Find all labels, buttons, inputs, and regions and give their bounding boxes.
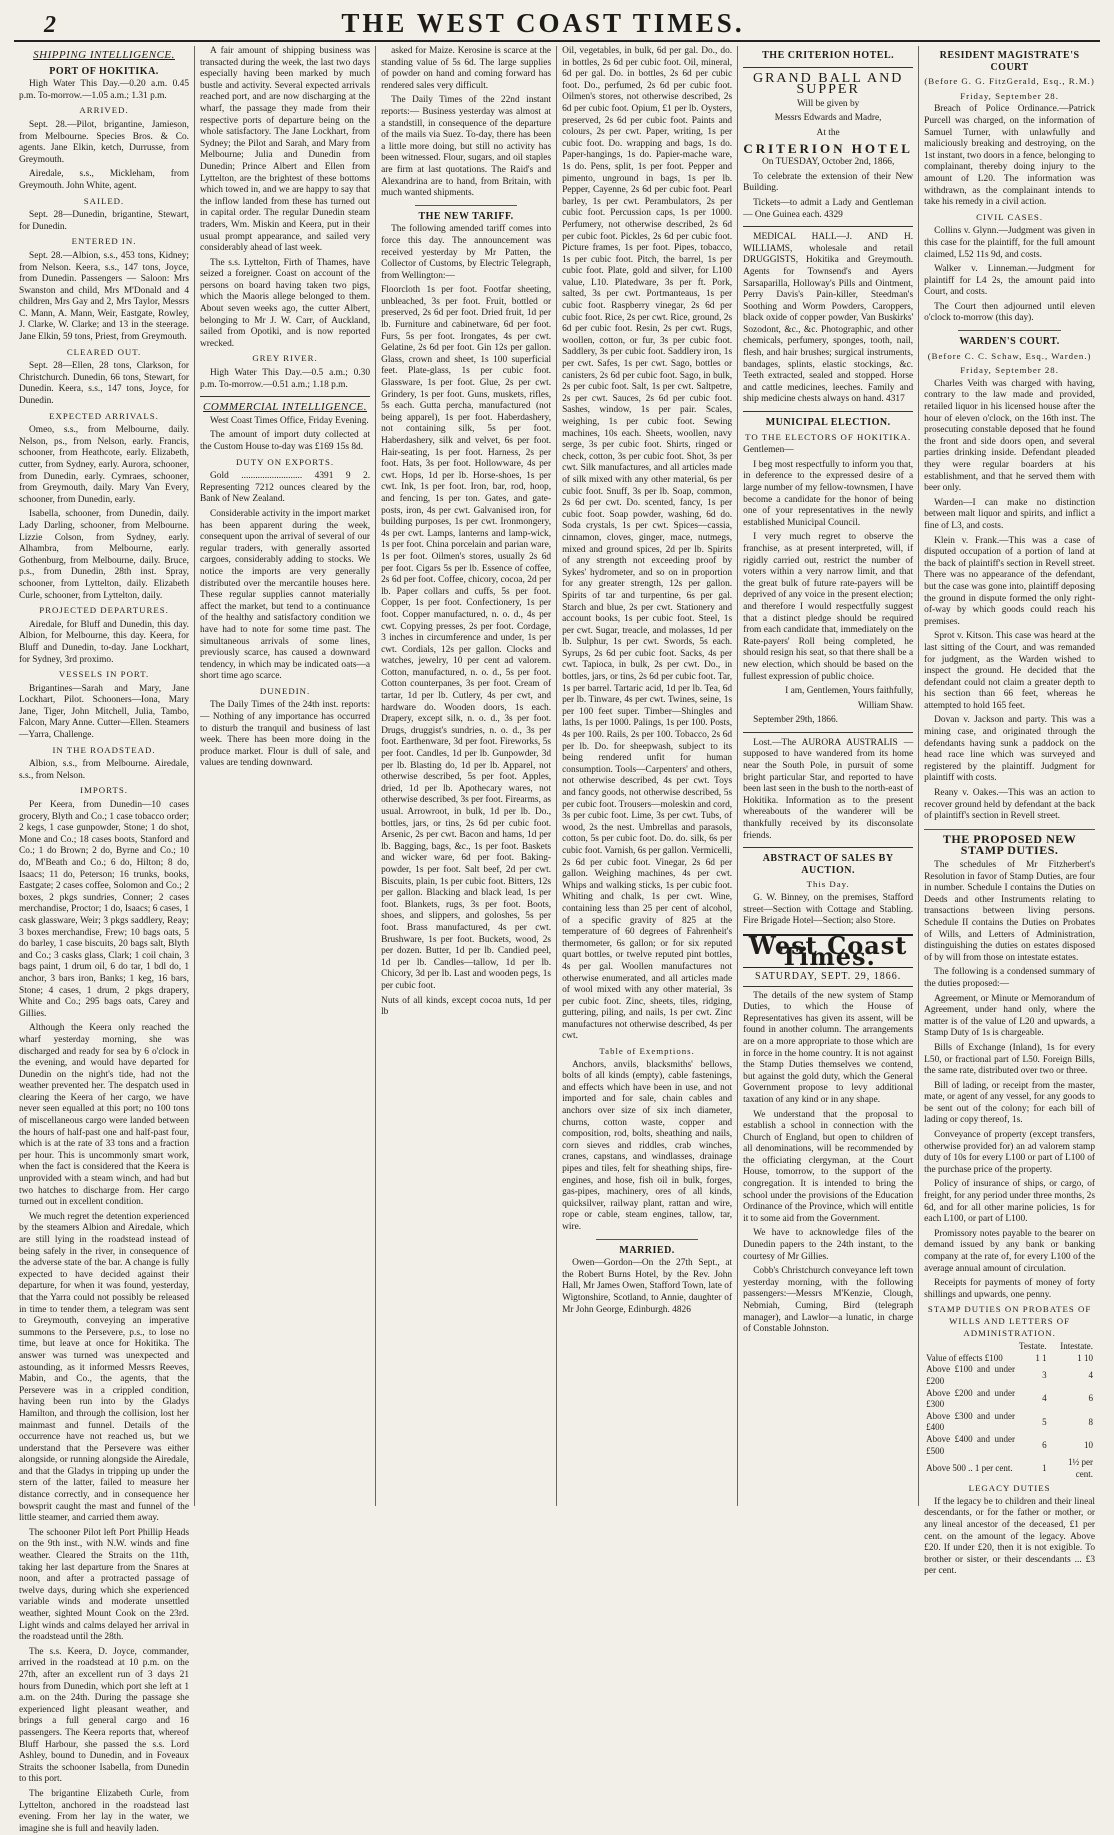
municipal-to: TO THE ELECTORS OF HOKITIKA.	[745, 431, 912, 442]
column-commercial	[195, 46, 376, 1506]
stamp-table-cell: Above £100 and under £200	[926, 1364, 1015, 1386]
page-number: 2	[44, 12, 56, 38]
ball-ad-given: Will be given by	[796, 98, 860, 109]
stamp-table-header	[924, 1341, 1017, 1353]
stamp-paragraph: The schedules of Mr Fitzherbert's Resolution in favor of Stamp Duties, are four in number. Schedule I contains the Duties on Deeds and other Instruments relating to transactions between living persons. Schedule II contains the Duties on Probates of Wills, and Letters of Administration, distinguishing the duties on estates disposed of by will from those on intestate estates.	[924, 860, 1096, 963]
shipping-summary	[200, 46, 370, 391]
legacy-body: If the legacy be to children and their lineal descendants, or for the father or mother, or any lineal ancestor of the deceased, £1 per cent. on the amount of the legacy. Above £20. If under £20, then it is not exigible. To brother or sister, or their descendants ... £3 per cent.	[924, 1496, 1096, 1577]
stamp-paragraph: The following is a condensed summary of the duties proposed:—	[924, 967, 1096, 989]
municipal-paragraph: I beg most respectfully to inform you that, in deference to the expressed desire of a large number of my fellow-townsmen, I have become a candidate for the honor of being one of your representatives in the newly established Municipal Council.	[743, 459, 914, 528]
stamp-duty-table	[924, 1341, 1095, 1480]
warden-heading: WARDEN'S COURT.	[959, 336, 1060, 348]
stamp-duties-body	[924, 860, 1095, 1301]
court-paragraph: Walker v. Linneman.—Judgment for plaintiff for L4 2s, the amount paid into Court, and costs.	[924, 264, 1096, 298]
exemptions-heading: Table of Exemptions.	[599, 1046, 695, 1057]
warden-paragraph: Warden—I can make no distinction between malt liquor and spirits, and inflict a fine of L3, and costs.	[924, 497, 1096, 531]
municipal-salutation: Gentlemen—	[743, 445, 794, 456]
shipping-paragraph: IN THE ROADSTEAD.	[52, 744, 156, 755]
warden-paragraph: Charles Veith was charged with having, contrary to the law made and provided, retailed liquor in his licensed house after the hour of eleven o'clock, on the 16th inst. The prosecuting constable deposed that he found the front and side doors open, and several parties drinking inside. Defendant pleaded they were regular boarders at his establishment, and that he served them with beer only.	[924, 378, 1096, 494]
court-date: Friday, September 28.	[960, 90, 1059, 101]
newspaper-title: THE WEST COAST TIMES.	[341, 8, 745, 38]
shipping-paragraph: Omeo, s.s., from Melbourne, daily. Nelson, ps., from Nelson, early. Francis, schooner, from Heathcote, early. Elizabeth, cutter, from Sydney, early. Aurora, schooner, from Dunedin, early. Cymraes, schooner, from Greymouth, daily. Mary Van Every, schooner, from Dunedin, early.	[19, 425, 190, 505]
married-notice: Owen—Gordon—On the 27th Sept., at the Robert Burns Hotel, by the Rev. John Hall, Mr James Owen, Stafford Town, late of Wigtonshire, Scotland, to Annie, daughter of Mr John George, Edinburgh. 4826	[562, 1258, 733, 1315]
warden-paragraph: Sprot v. Kitson. This case was heard at the last sitting of the Court, and was remanded for judgment, as the Warden wished to inspect the ground. He decided that the defendant could not claim a greater depth to his section than 66 feet, whereas he attempted to hold 165 feet.	[924, 631, 1096, 711]
stamp-table-cell: 1 10	[1077, 1352, 1094, 1363]
shipping-body	[19, 79, 189, 1835]
commercial-heading: COMMERCIAL INTELLIGENCE.	[203, 401, 368, 414]
shipping-paragraph: Although the Keera only reached the wharf yesterday morning, she was discharged and ready for sea by 6 o'clock in the evening, and would have departed for Dunedin on the night's tide, had not the weather prevented her. The despatch used in clearing the Keera of her cargo, we have never seen equalled at this port; no 100 tons of miscellaneous cargo were landed between the hours of half-past one and half-past four, which is at the rate of 33 tons and a fraction per hour. This is uncommonly smart work, when the fact is considered that the Keera is unprovided with a steam winch, and had but two hatches to discharge from. Her cargo turned out in excellent condition.	[19, 1023, 190, 1208]
editorial-paragraph: We understand that the proposal to establish a school in connection with the Church of England, but open to children of all denominations, will be recommended by the officiating clergyman, at the Court House, tomorrow, to the support of the congregation. It is intended to bring the school under the provisions of the Education Ordinance of the Province, which will entitle it to some aid from the Government.	[743, 1109, 914, 1224]
ball-ad-hosts: Messrs Edwards and Madre,	[774, 113, 882, 124]
lost-notice: Lost.—The AURORA AUSTRALIS —supposed to have wandered from its home near the South Pole, in pursuit of some bright particular Star, and reported to have been last seen in the bush to the north-east of Hokitika. Information as to the present whereabouts of the wanderer will be thankfully received by its disconsolate friends.	[743, 737, 914, 841]
shipping-paragraph: Brigantines—Sarah and Mary, Jane Lockhart, Pilot. Schooners—Iona, Mary Jane, Tiger, John Mitchell, Julia, Tambo, Falcon, Mary Anne. Cutter—Ellen. Steamers—Yarra, Challenge.	[19, 683, 190, 741]
shipping-paragraph: Sept. 28.—Pilot, brigantine, Jamieson, from Melbourne. Species Bros. & Co. agents. Jane Elkin, ketch, Durrusse, from Greymouth.	[19, 119, 190, 165]
market-paragraph: asked for Maize. Kerosine is scarce at the standing value of 5s 6d. The large supplies of powder on hand and coming forward has rendered sales very difficult.	[381, 46, 552, 91]
commercial-paragraph: The amount of import duty collected at the Custom House to-day was £169 15s 8d.	[200, 430, 371, 452]
issue-date: SATURDAY, SEPT. 29, 1866.	[743, 971, 913, 987]
ball-ad-hotel: CRITERION HOTEL	[743, 140, 913, 156]
stamp-table-cell: 3	[1042, 1370, 1047, 1381]
shipping-paragraph: The brigantine Elizabeth Curle, from Lyttelton, anchored in the roadstead last evening. From her lay in the water, we imagine she is full and heavily laden.	[19, 1788, 190, 1834]
stamp-paragraph: Receipts for payments of money of forty shillings and upwards, one penny.	[924, 1278, 1096, 1300]
stamp-table-cell: 4	[1088, 1370, 1094, 1381]
warden-paragraph: Reany v. Oakes.—This was an action to recover ground held by defendant at the back of plaintiff's section in Revell street.	[924, 788, 1096, 822]
editorial-paragraph: Cobb's Christchurch conveyance left town yesterday morning, with the following passengers:—Messrs M'Kenzie, Clough, Nebmiah, Cuming, Bird (telegraph manager), and Lawlor—a lunatic, in charge of Constable Johnston.	[743, 1266, 914, 1335]
municipal-letter	[743, 460, 913, 683]
commercial-paragraph: DUTY ON EXPORTS.	[236, 456, 335, 467]
masthead	[14, 8, 1100, 42]
shipping-paragraph: The schooner Pilot left Port Phillip Heads on the 9th inst., with N.W. winds and fine weather. Cleared the Straits on the 11th, taking her last departure from the Snares at noon, and after a protracted passage of twelve days, during which she experienced variable winds and moderate unsettled weather, sighted Mount Cook on the 23rd. Light winds and calms delayed her arrival in the roadstead until the 28th.	[19, 1527, 190, 1643]
abstract-day: This Day.	[806, 879, 850, 890]
tariff-list: Floorcloth 1s per foot. Footfar sheeting, unbleached, 3s per foot. Fruit, bottled or preserved, 2s 6d per foot. Dried fruit, 1d per lb. Furniture and cabinetware, 6d per foot. Furs, 5s per foot. Irongates, 4s per cwt. Gelatine, 2s 6d per foot. Gin 12s per gallon. Glass, crown and sheet, 1s 100 superficial feet. Plate-glass, 1s per cubic foot. Glassware, 1s per foot. Glue, 2s per cwt. Grindery, 1s per foot. Guns, muskets, rifles, 5s each. Gutta percha, manufactured (not being apparel), 1s per foot. Haberdashery, not containing silk, 5s per foot. Haberdashery, silk and velvet, 6s per foot. Hair-seating, 1s per foot. Harness, 2s per foot. Hats, 3s per foot. Hollowware, 4s per cwt. Hops, 1d per lb. Horse-shoes, 1s per cwt. Ink, 1s per foot. Iron, bar, rod, hoop, and fencing, 1s per ton. Gates, and gate-posts, iron, 4s per cwt. Galvanised iron, for building purposes, 1s per cwt. Ironmongery, 4s per cwt. Lamps, lanterns and lamp-wick, 1s per foot. China porcelain and parian ware, 1s per foot. Oilmen's stores, usually 2s 6d per foot. Cigars 5s per lb. Essence of coffee, 2s 6d per foot. Coffee, chicory, cocoa, 2d per lb. Paper collars and cuffs, 5s per foot. Copper, 1s per foot. Confectionery, 1s per foot. Copper manufactured, n. o. d., 4s per cwt. Copying presses, 2s per foot. Cordage, 3 inches in circumference and under, 1s per cwt. Cordials, 12s per gallon. Clocks and watches, jewelry, 10 per cent ad valorem. Cotton, manufactured, n. o. d., 5s per foot. Cotton counterpanes, 3s per foot. Cream of tartar, 1d per lb. Cutlery, 4s per cwt, and hardware do. Wooden doors, 1s each. Drapery, except silk, n. o. d., 3s per foot. Drugs, druggist's sundries, n. o. d., 3s per foot. Earthenware, 3d per foot. Fireworks, 5s per foot. Candles, 1d per lb. Gunpowder, 3d per lb. Blasting do, 1d per lb. Apparel, not otherwise described, 5s per foot. Apples, dried, 1d per lb. Apothecary wares, not otherwise described, 3s per foot. Firearms, as usual. Arrowroot, in bulk, 1d per lb. Do., bottles, jars, or tins, 2s 6d per cubic foot. Arsenic, 2s per cwt. Bacon and hams, 1d per lb. Bagging, bags, &c., 1s per foot. Baskets and wicker ware, 6d per foot. Baking-powder, 1s per foot. Salt beef, 2d per cwt. Biscuits, plain, 1s per cubic foot. Bitters, 12s per gallon. Blacking and black lead, 1s per foot. Blankets, rugs, 3s per foot. Boots, shoes, and slippers, and goloshes, 5s per foot. Brass manufactured, 4s per cwt. Brushware, 1s per foot. Buckets, wood, 2s per dozen. Butter, 1d per lb. Candied peel, 1d per lb. Candles—tallow, 1d per lb. Chicory, 3d per lb. Last and wooden pegs, 1s per cubic foot.	[381, 285, 552, 991]
warden-body	[924, 379, 1095, 823]
stamp-table-cell: 1½ per cent.	[1068, 1457, 1094, 1479]
shipping-paragraph: ARRIVED.	[79, 105, 129, 116]
court-heading: RESIDENT MAGISTRATE'S COURT	[939, 50, 1080, 73]
stamp-paragraph: Bill of lading, or receipt from the master, mate, or agent of any vessel, for any goods to be sent out of the colony; for each bill of lading or copy thereof, 1s.	[924, 1080, 1096, 1126]
shipping-paragraph: IMPORTS.	[80, 785, 128, 796]
stamp-paragraph: Conveyance of property (except transfers, otherwise provided for) an ad valorem stamp duty of 10s for every L100 or part of L100 of the purchase price of the property.	[924, 1130, 1096, 1175]
ball-ad-tickets: Tickets—to admit a Lady and Gentleman— One Guinea each. 4329	[743, 197, 914, 220]
stamp-paragraph: Promissory notes payable to the bearer on demand issued by any bank or banking company at the rate of, for every L100 of the average annual amount of circulation.	[924, 1228, 1096, 1274]
shipping-paragraph: Per Keera, from Dunedin—10 cases grocery, Blyth and Co.; 1 case tobacco order; 2 kegs, 1 case gunpowder, Stone; 1 do shot, Mone and Co.; 18 cases boots, Stanford and Co.; 1 do Brown; 2 do, Byrne and Co.; 10 do, M'Beath and Co.; 6 do, Hilton; 8 do, Isaacs; 11 do, Peterson; 16 trunks, books, Eastgate; 2 cases coffee, Solomon and Co.; 2 boxes, 2 pkgs sundries, Conner; 2 cases merchandise, Proctor; 1 do, Isaacs; 6 cases, 1 cask glassware, Weir; 3 pkgs saddlery, Reay; 3 boxes merchandise, Frew; 10 bags oats, 5 do barley, 1 case biscuits, 20 bags salt, Blyth and Co.; 3 casks glass, Clark; 1 coil chain, 3 bags paint, 1 drum oil, 6 do tar, 1 bdl do, 1 anchor, 3 bars iron, Banks; 1 keg, 16 bars, Stone; 4 cases, 1 drum, 2 pkgs drapery, White and Co.; 295 bags oats, Carey and Gillies.	[19, 800, 190, 1019]
stamp-table-heading: STAMP DUTIES ON PROBATES OF WILLS AND LETTERS OF ADMINISTRATION.	[927, 1304, 1092, 1338]
shipping-paragraph: Isabella, schooner, from Dunedin, daily. Lady Darling, schooner, from Melbourne. Lizzie Colson, from Sydney, early. Alhambra, from Melbourne, early. Gothenburg, from Melbourne, daily. Bruce, p.s., from Dunedin, 28th inst. Spray, schooner, from Lyttelton, daily. Elizabeth Curle, schooner, from Lyttelton, daily.	[19, 509, 190, 601]
editorial-body	[743, 991, 913, 1336]
shipping-summary-paragraph: GREY RIVER.	[252, 353, 318, 364]
port-heading: PORT OF HOKITIKA.	[49, 65, 159, 77]
exemptions-body: Anchors, anvils, blacksmiths' bellows, bolts of all kinds (empty), cable fastenings, and effects which have been in use, and not imported and for sale, chain cables and anchors over size of six inch diameter, churns, cotton waste, copper and composition, rod, bolts, sheathing and nails, corn sieves and riddles, crab winches, cranes, capstans, and windlasses, drainage pipes and tiles, felt for sheathing ships, fire-engines, and hose, fish oil in bulk, forges, gas-pipes, machinery, ores of all kinds, quicksilver, railway plant, rattan and wire, rope or cable, steam engines, tallow, tar, wire.	[562, 1059, 733, 1232]
shipping-summary-paragraph: The s.s. Lyttelton, Firth of Thames, have seized a foreigner. Coast on account of the persons on board having taken two pigs, which the Maoris allege belonged to them. About seven weeks ago, the cutter Albert, belonging to Mr J. W. Carr, of Auckland, sailed from Opotiki, and is now reported wrecked.	[200, 257, 371, 349]
ball-ad-purpose: To celebrate the extension of their New Building.	[743, 171, 914, 194]
court-paragraph: Breach of Police Ordinance.—Patrick Purcell was charged, on the information of Samuel Turner, with unlawfully and maliciously breaking and destroying, on the 1st instant, two doors in a fence, belonging to complainant, thereby doing injury to the amount of L20. The information was withdrawn, as the complainant intends to take his remedy in a civil action.	[924, 104, 1096, 208]
shipping-paragraph: Sept. 28—Ellen, 28 tons, Clarkson, for Christchurch. Dunedin, 66 tons, Stewart, for Dunedin. Keera, s.s., 147 tons, Joyce, for Dunedin.	[19, 361, 190, 407]
stamp-duties-heading: THE PROPOSED NEW STAMP DUTIES.	[924, 829, 1095, 857]
shipping-paragraph: We much regret the detention experienced by the steamers Albion and Airedale, which are still lying in the roadstead instead of being safely in the river, in consequence of the adverse state of the bar. A change is fully expected to have decided against their departure, for when it was found, yesterday, that the Yarra could not possibly be released in time to tender them, a telegram was sent to Greymouth, conveying an imperative summons to the Persevere, p.s., to lose no time, but leave at once for Hokitika. The answer was turned was unexpected and astounding, as it informed Messrs Reeves, Mabin, and Co., the agents, that the Persevere was in a crippled condition, having been run into by the Gladys Hamilton, and through the collision, lost her mainmast and funnel. Details of the occurrence have not reached us, but we understand that the Persevere was either alongside, or running alongside the Airedale, and that the Gladys in tripping up under the stern of the latter, failed to measure her distance correctly, and in consequence her bowsprit caught the mast and funnel of the little steamer, and carried them away.	[19, 1211, 190, 1524]
abstract-heading: ABSTRACT OF SALES BY AUCTION.	[762, 853, 894, 876]
tariff-tail: Nuts of all kinds, except cocoa nuts, 1d per lb	[381, 995, 552, 1018]
municipal-signature: William Shaw.	[857, 700, 914, 711]
ball-ad-title: GRAND BALL AND SUPPER	[752, 70, 904, 98]
shipping-paragraph: Sept. 28.—Albion, s.s., 453 tons, Kidney; from Nelson. Keera, s.s., 147 tons, Joyce, from Dunedin. Passengers — Saloon: Mrs Swanston and child, Mrs M'Donald and 4 children, Mrs Gay and 2, Mrs Taylor, Messrs C. Mann, A. Mann, Weir, Eastgate, Rowley, J. Clarke, W. Clarke; and 13 in the steerage. Jane Elkin, 59 tons, Priest, from Greymouth.	[19, 250, 190, 343]
legacy-heading: LEGACY DUTIES	[968, 1483, 1051, 1494]
stamp-table-header: Intestate.	[1060, 1341, 1094, 1352]
commercial-paragraph: Considerable activity in the import market has been apparent during the week, consequent upon the arrival of several of our regular traders, with generally assorted cargoes, considerably adding to stocks. We notice the imports are very generally distributed over the mercantile houses here. These regular supplies cannot materially affect the market, but tend to a continuance of the healthy and satisfactory condition we have had to note for some time past. The simultaneous arrivals of some lines, previously scarce, has caused a downward tendency, in which may be indicated oats—a short time ago scarce.	[200, 508, 371, 682]
stamp-table-cell: Above 500 .. 1 per cent.	[926, 1462, 1013, 1473]
municipal-date: September 29th, 1866.	[753, 715, 839, 726]
column-shipping	[14, 46, 195, 1834]
commercial-paragraph: DUNEDIN.	[259, 685, 311, 696]
stamp-paragraph: Agreement, or Minute or Memorandum of Agreement, under hand only, where the matter is of the value of L20 and upwards, a Stamp Duty of 1s is chargeable.	[924, 993, 1096, 1039]
criterion-heading: THE CRITERION HOTEL.	[762, 50, 895, 61]
stamp-table-cell: Above £200 and under £300	[926, 1387, 1015, 1410]
warden-paragraph: Klein v. Frank.—This was a case of disputed occupation of a portion of land at the back of plaintiff's section in Revell street. There was no appearance of the defendant, but the case was gone into, plaintiff deposing the ground in dispute formed the only right-of-way by which goods could reach his premises.	[924, 535, 1096, 627]
shipping-paragraph: CLEARED OUT.	[66, 346, 142, 357]
market-paragraph: The Daily Times of the 22nd instant reports:— Business yesterday was almost at a standstill, in consequence of the departure of the mails via Suez. To-day, there has been a little more doing, but still no activity has been witnessed. Flour, sugars, and oil staples are firm at last quotations. The Raid's and Alexandrina are to hand, from Britain, with much wanted shipments.	[381, 95, 552, 199]
stamp-table-header: Testate.	[1018, 1341, 1047, 1352]
court-paragraph: CIVIL CASES.	[976, 211, 1044, 222]
market-reports	[381, 46, 551, 200]
shipping-summary-paragraph: A fair amount of shipping business was transacted during the week, the last two days especially having been marked by much bustle and activity. Several expected arrivals reached port, and are now discharging at the wharf, the passage they made from their respective ports of departure being on the whole satisfactory. The Jane Lockhart, from Sydney; the Pilot and Sarah, and Mary from Melbourne; Julia and Dunedin from Dunedin; Prince Albert and Ellen from Lyttelton, are the brightest of these bottoms which towed in, and we are happy to say that the inflow landed from these has turned out in capital order. The regular Dunedin steam traders, Wm. Miskin and Keera, put in their usual prompt appearance, and sailed very considerably ahead of last week.	[200, 46, 371, 254]
ball-ad-at: At the	[816, 127, 840, 138]
warden-paragraph: Dovan v. Jackson and party. This was a mining case, and originated through the defendants having sunk a paddock on the head race line which was surveyed and registered by the plaintiff. Judgment for plaintiff with costs.	[924, 715, 1096, 784]
stamp-table-cell: 4	[1042, 1393, 1047, 1404]
shipping-paragraph: Airedale, s.s., Mickleham, from Greymouth. John White, agent.	[19, 169, 190, 191]
table-row	[924, 1457, 1095, 1480]
court-paragraph: Collins v. Glynn.—Judgment was given in this case for the plaintiff, for the full amount claimed, L52 11s 9d, and costs.	[924, 226, 1096, 260]
column-courts	[919, 46, 1100, 1577]
medical-hall-ad: MEDICAL HALL—J. AND H. WILLIAMS, wholesale and retail DRUGGISTS, Hokitika and Greymouth. Agents for Townsend's and Ayers Sarsaparilla, Holloway's Pills and Ointment, Perry Davis's Pain-killer, Steedman's Soothing and Worm Powders, Caroppers, black oxide of copper powder, Van Buskirks' Sozodont, &c., &c. Photographic, and other chemicals, perfumery, sponges, tooth, nail, flesh, and hair brushes; surgical instruments, bandages, splints, elastic stockings, &c. Teeth extracted, sealed and stopped. Horse and cattle medicines, leeches. Family and ship medicine chests always on hand. 4317	[743, 232, 914, 405]
editorial-paragraph: We have to acknowledge files of the Dunedin papers to the 24th instant, to the courtesy of Mr Gillies.	[743, 1228, 914, 1262]
table-row	[924, 1388, 1095, 1411]
commercial-paragraph: Gold .......................... 4391 9 2. Representing 7212 ounces cleared by the Bank of New Zealand.	[200, 471, 371, 505]
commercial-body	[200, 416, 370, 770]
municipal-close: I am, Gentlemen, Yours faithfully,	[785, 686, 914, 697]
court-before: (Before G. G. FitzGerald, Esq., R.M.)	[924, 76, 1095, 87]
editorial-paragraph: The details of the new system of Stamp Duties, to which the House of Representatives has given its assent, will be found in another column. The arrangements are on a more appropriate to those which are in force in the home country. It is not against the Stamp Duties themselves we contend, but against the gold duty, which the General Government propose to levy additional taxation of any kind or in any shape.	[743, 990, 914, 1105]
court-body	[924, 104, 1095, 325]
shipping-paragraph: Airedale, for Bluff and Dunedin, this day. Albion, for Melbourne, this day. Keera, for Bluff and Dunedin, to-day. Jane Lockhart, for Sydney, 3rd proximo.	[19, 619, 190, 665]
tariff-heading: THE NEW TARIFF.	[418, 210, 514, 222]
municipal-paragraph: I very much regret to observe the franchise, as at present interpreted, will, if rigidly carried out, restrict the number of voters within a very narrow limit, and that the great bulk of future rate-payers will be deprived of any voice in the present election; and therefore I would respectfully suggest that a distinct pledge should be required from each candidate that, immediately on the Rate-payers' Roll being completed, he should resign his seat, so that there shall be a new election, which should be based on the fullest expression of public choice.	[743, 532, 914, 682]
column-tariff	[376, 46, 557, 1506]
shipping-paragraph: The s.s. Keera, D. Joyce, commander, arrived in the roadstead at 10 p.m. on the 27th, after an excellent run of 3 days 21 hours from Dunedin, which port she left at 1 a.m. on the 24th. During the passage she experienced light pleasant weather, and brings a full general cargo and 16 passengers. The Keera reports that, whereof Bluff Harbour, she passed the s.s. Lord Ashley, bound to Dunedin, and in Foveaux Straits the schooner Isabella, from Dunedin to this port.	[19, 1646, 190, 1785]
table-row	[924, 1364, 1095, 1387]
shipping-paragraph: High Water This Day.—0.20 a.m. 0.45 p.m. To-morrow.—1.05 a.m.; 1.31 p.m.	[19, 79, 190, 101]
stamp-table-cell: 8	[1088, 1416, 1094, 1427]
stamp-table-cell: 5	[1042, 1416, 1047, 1427]
shipping-paragraph: VESSELS IN PORT.	[58, 669, 150, 680]
stamp-table-cell: Above £400 and under £500	[926, 1433, 1015, 1456]
court-paragraph: The Court then adjourned until eleven o'clock to-morrow (this day).	[924, 301, 1096, 324]
column-tariff-continued	[557, 46, 738, 1506]
shipping-summary-paragraph: High Water This Day.—0.5 a.m.; 0.30 p.m. To-morrow.—0.51 a.m.; 1.18 p.m.	[200, 368, 371, 390]
stamp-paragraph: Policy of insurance of ships, or cargo, of freight, for any period under three months, 2s 6d, and for all other marine policies, 1s for each L100, or part of L100.	[924, 1179, 1096, 1225]
table-row	[924, 1434, 1095, 1457]
married-heading: MARRIED.	[619, 1244, 675, 1256]
column-advertisements	[738, 46, 919, 1506]
shipping-paragraph: Sept. 28—Dunedin, brigantine, Stewart, for Dunedin.	[19, 210, 190, 232]
stamp-paragraph: Bills of Exchange (Inland), 1s for every L50, or fractional part of L50. Foreign Bills, the same rate, distributed over two or three.	[924, 1042, 1096, 1077]
nameplate: West Coast Times.	[743, 934, 913, 968]
abstract-body: G. W. Binney, on the premises, Stafford street—Section with Cottage and Stabling. Fire Brigade Hotel—Section; also Store.	[743, 893, 914, 927]
warden-before: (Before C. C. Schaw, Esq., Warden.)	[927, 350, 1092, 361]
tariff-list-continued: Oil, vegetables, in bulk, 6d per gal. Do., do. in bottles, 2s 6d per cubic foot. Oil, mineral, 6d per gal. Do. in bottles, 2s 6d per cubic foot. Do., perfumed, 2s 6d per cubic foot. Oilmen's stores, not otherwise described, 2s 6d per cubic foot. Opium, £1 per lb. Oysters, preserved, 2s 6d per cubic foot. Paints and colours, 2s per cwt. Paper, writing, 1s per cubic foot. Do. wrapping and bags, 1s do. Paper-hangings, 1s do. Papier-mache ware, 1s do. Pens, split, 1s per foot. Pepper and pimento, unground in bags, 1s per lb. Pepper, Cayenne, 2s 6d per cubic foot. Pearl barley, 1s per cwt. Perambulators, 2s per cubic foot. Percussion caps, 1s per 1000. Perfumery, not otherwise described, 2s 6d per cubic foot. Pickles, 2s 6d per cubic foot. Picture frames, 1s per foot. Pipes, tobacco, 1s per cubic foot. Pitch, the barrel, 1s per cubic foot. Plate, gold and silver, for L100 value, L10. Platedware, 3s per ft. Pork, salted, 3s per cwt. Portmanteaus, 1s per cubic foot. Raspberry vinegar, 2s 6d per cubic foot. Rice, 2s per cwt. Rice, ground, 2s 6d per cubic foot. Resin, 2s per cwt. Rugs, woollen, cotton, or fur, 3s per cubic foot. Saddlery, 3s per cubic foot. Saddlery iron, 1s per cwt. Safes, 1s per cwt. Sago, bottles or canisters, 2s 6d per cubic foot. Sago, in bulk, 2s per cubic foot. Salt, 1s per cwt. Saltpetre, 2s per cwt. Sauces, 2s 6d per cubic foot. Sashes, window, 1s per pair. Scales, weighing, 1s per cubic foot. Sewing machines, 10s each. Sheets, woollen, navy serge, 3s per cubic foot. Shirts, ringed or check, cotton, 3s per cubic foot. Shot, 3s per cwt. Silk manufactures, and all articles made of silk mixed with any other material, 6s per cubic foot. Snuff, 3s per lb. Soap, common, 2s 6d per cwt. Do. scented, fancy, 1s per cubic foot. Soap powder, washing, 6d do. Soda crystals, 1s per cwt. Spices—cassia, cinnamon, cloves, ginger, mace, nutmegs, mixed and ground spices, 2d per lb. Spirits of any strength not exceeding proof by Sykes' hydrometer, and so on in proportion for any greater strength, 12s per gallon. Spirits of tar and turpentine, 6s per gal. Starch and blue, 2s per cwt. Stationery and account books, 1s per cubic foot. Steel, 1s per cwt. Sugar, treacle, and molasses, 1d per lb. Sulphur, 1s per cwt. Swords, 5s each. Syrups, 2s 6d per cubic foot. Sacks, 4s per cwt. Tapioca, in bulk, 2s per cwt. Do., in bottles, jars, or tins, 2s 6d per cubic foot. Tar, 1s per barrel. Tartaric acid, 1d per lb. Tea, 6d per lb. Tinware, 4s per cwt. Twines, seine, 1s per 100 feet super. Timber—Shingles and laths, 1s per 1000. Palings, 1s per 100. Posts, 4s per 100. Rails, 2s per 100. Tobacco, 2s 6d per lb. Do. for sheepwash, subject to its being rendered unfit for human consumption. Tools—Carpenters' and others, not otherwise described, 4s per cwt. Toys and fancy goods, not otherwise described, 5s per cubic foot. Trousers—moleskin and cord, 3s per cubic foot. Lime, 3s per cwt. Tubs, of wood, 2s the nest. Umbrellas and parasols, cotton, 5s per cubic foot. Do. do. silk, 6s per cubic foot. Varnish, 6s per gallon. Vermicelli, 2s 6d per cubic foot. Vinegar, 2s 6d per gallon. Weighing machines, 4s per cwt. Whips and walking sticks, 1s per cubic foot. Whiting and chalk, 1s per cwt. Wine, containing less than 25 per cent of alcohol, of a specific gravity of 825 at the temperature of 60 degrees of Fahrenheit's thermometer, 6s gallon; or for six reputed quart bottles, or twelve reputed pint bottles, 4s per gal. Woollen manufactures not otherwise enumerated, and all articles made of wool mixed with any other material, 3s per cubic foot. Zinc, sheets, tiles, ridging, guttering, piling, and nails, 1s per cwt. Zinc manufactures not otherwise described, 4s per cwt.	[562, 46, 733, 1042]
shipping-heading: SHIPPING INTELLIGENCE.	[33, 49, 175, 61]
shipping-paragraph: PROJECTED DEPARTURES.	[39, 605, 169, 616]
shipping-paragraph: SAILED.	[83, 195, 125, 206]
commercial-paragraph: The Daily Times of the 24th inst. reports:— Nothing of any importance has occurred to disturb the tranquil and business of last week. There has been more doing in the produce market. Flour is dull of sale, and values are tending downward.	[200, 700, 371, 769]
warden-date: Friday, September 28.	[960, 365, 1059, 376]
stamp-table-cell: 6	[1088, 1393, 1094, 1404]
shipping-paragraph: Albion, s.s., from Melbourne. Airedale, s.s., from Nelson.	[19, 759, 190, 781]
stamp-table-cell: Value of effects £100	[926, 1352, 1003, 1363]
ball-ad-date: On TUESDAY, October 2nd, 1866,	[761, 157, 895, 168]
stamp-table-cell: 10	[1084, 1439, 1094, 1450]
tariff-intro: The following amended tariff comes into force this day. The announcement was received yesterday by Mr Patten, the Collector of Customs, by Electric Telegraph, from Wellington:—	[381, 224, 552, 281]
table-row	[924, 1353, 1095, 1365]
stamp-table-cell: Above £300 and under £400	[926, 1410, 1015, 1433]
stamp-table-cell: 6	[1042, 1439, 1047, 1450]
stamp-table-cell: 1 1	[1035, 1352, 1047, 1363]
commercial-paragraph: West Coast Times Office, Friday Evening.	[210, 415, 369, 426]
table-row	[924, 1411, 1095, 1434]
municipal-heading: MUNICIPAL ELECTION.	[765, 417, 891, 429]
stamp-table-cell: 1	[1042, 1462, 1047, 1473]
shipping-paragraph: ENTERED IN.	[71, 236, 137, 247]
shipping-paragraph: EXPECTED ARRIVALS.	[49, 410, 159, 421]
